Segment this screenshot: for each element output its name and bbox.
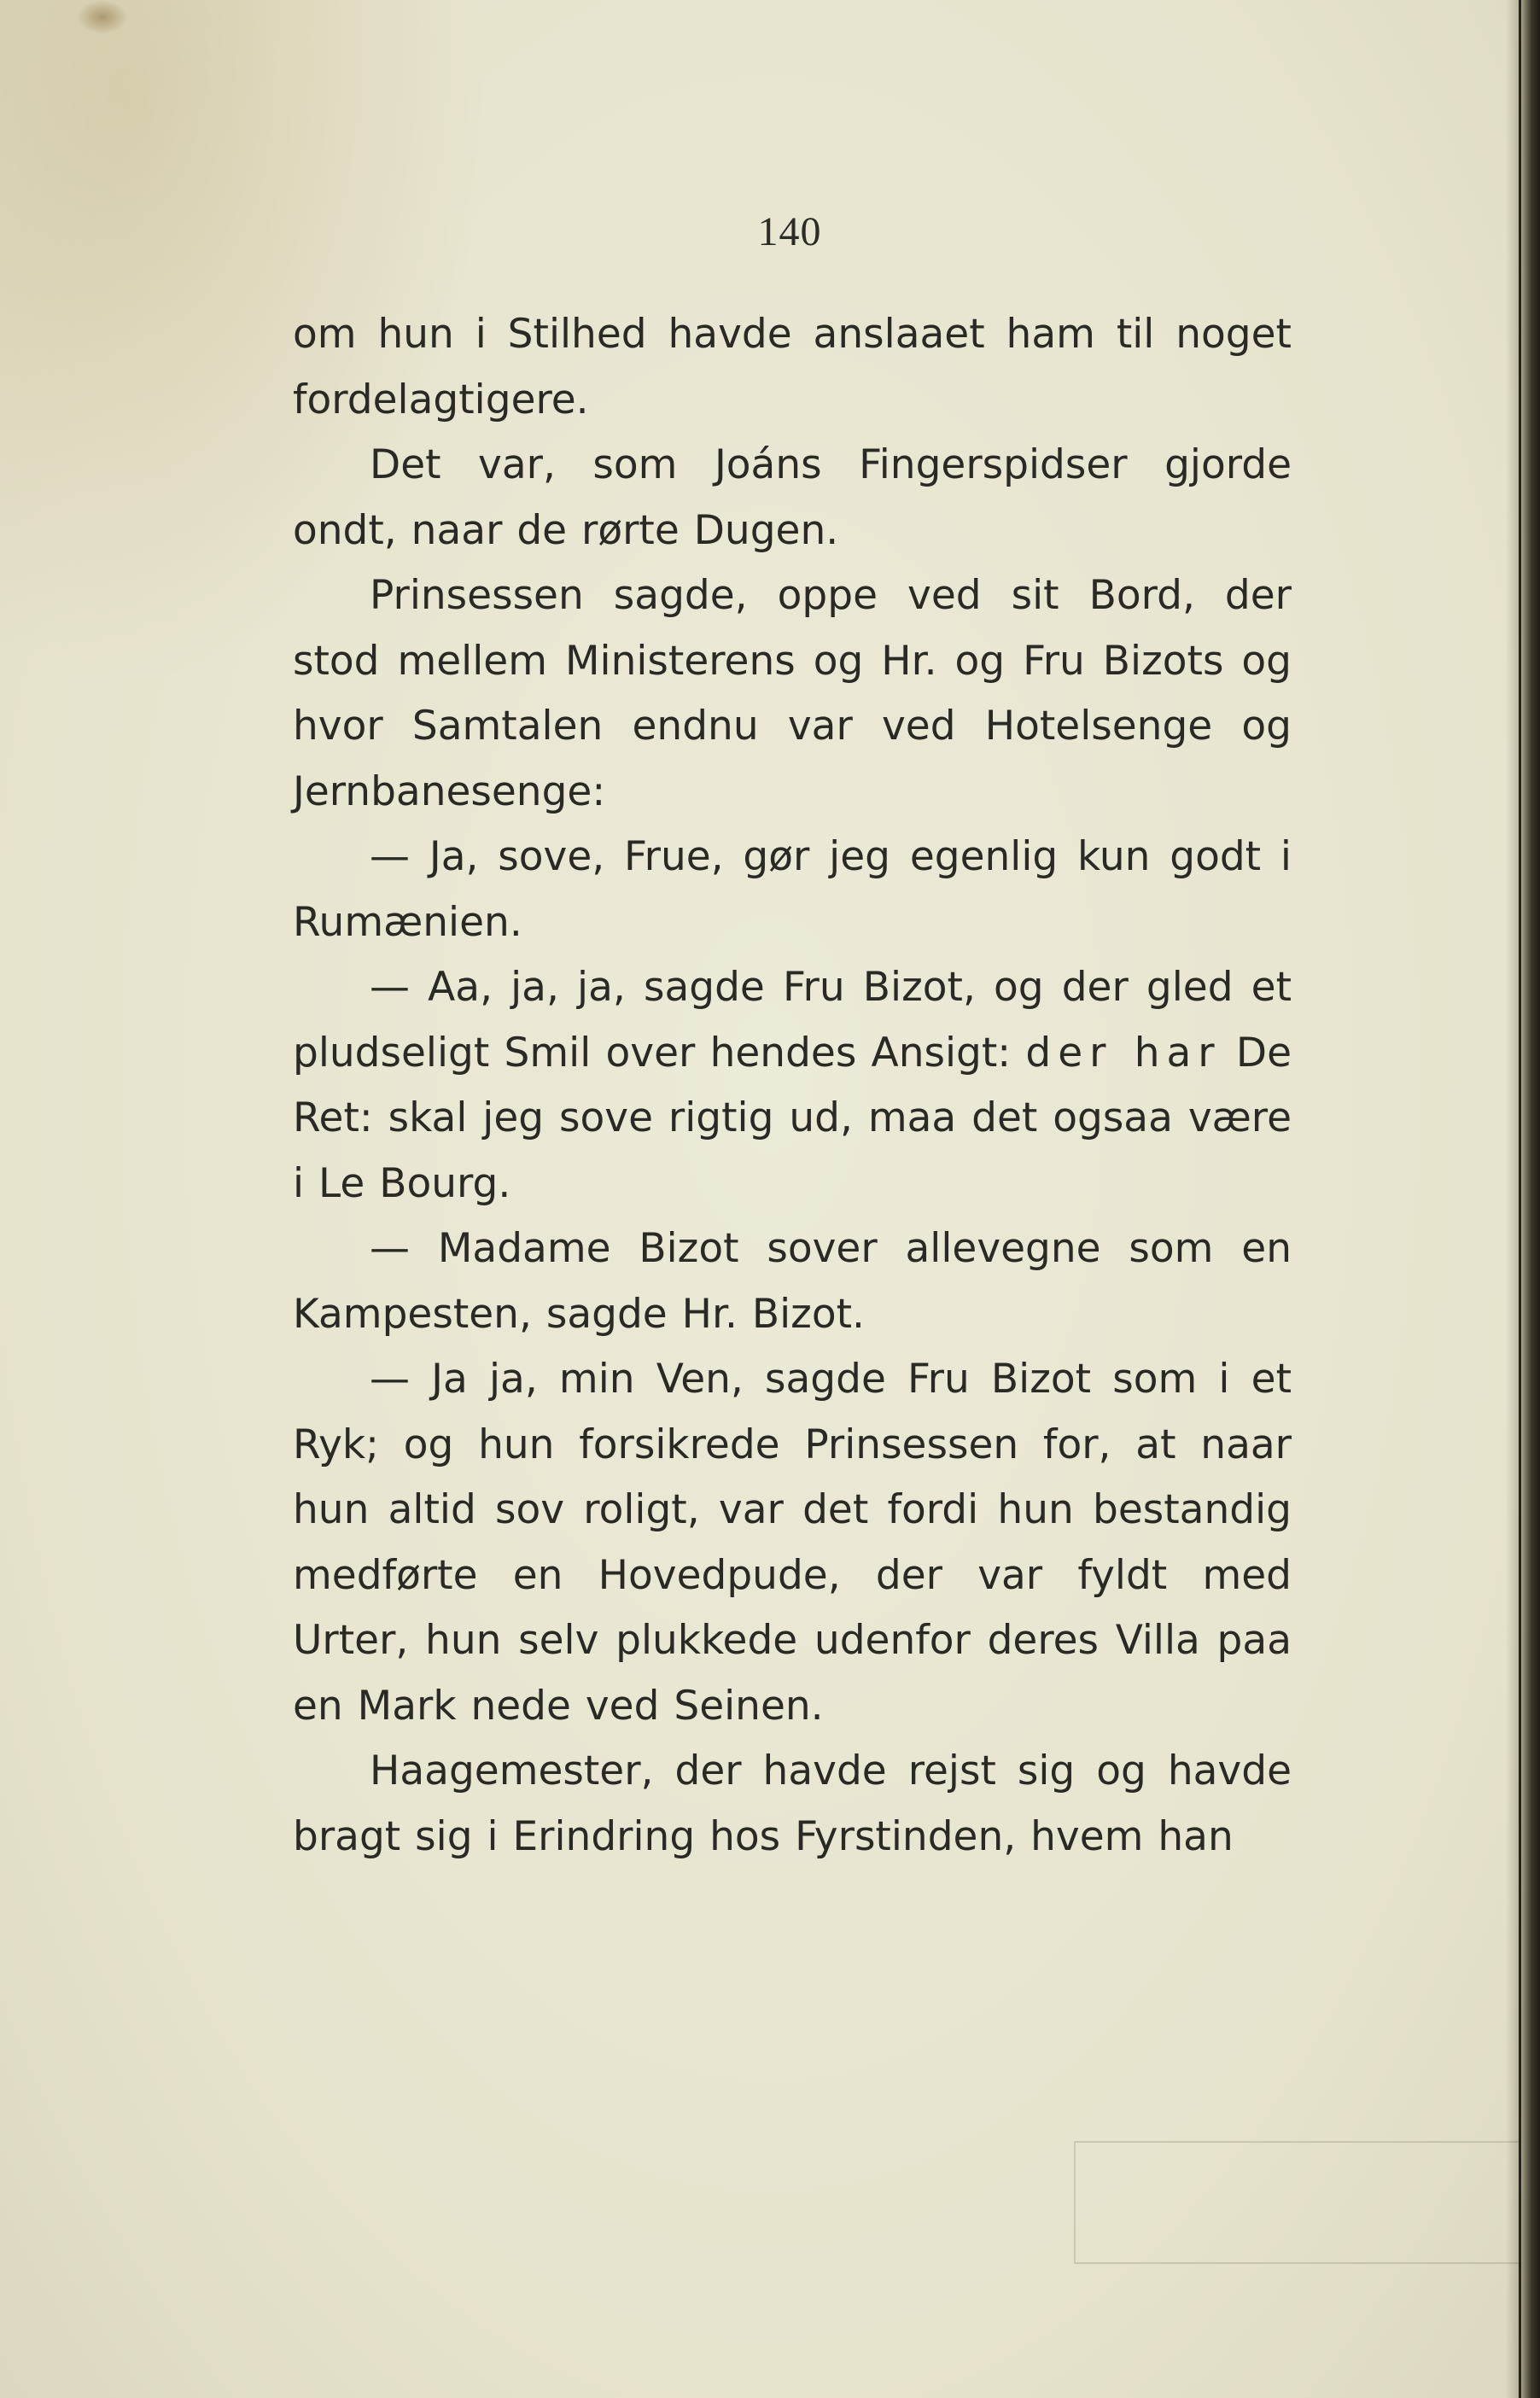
paragraph-5 bbox=[293, 955, 1292, 1217]
paragraph-4 bbox=[293, 825, 1292, 955]
binding-edge bbox=[1519, 0, 1521, 2398]
paragraph-text: — Aa, ja, ja, sagde Fru Bizot, og der gled et pludseligt Smil over hendes Ansigt: bbox=[293, 964, 1292, 1076]
paragraph-text: Det var, som Joáns Fingerspidser gjorde ondt, naar de rørte Dugen. bbox=[293, 441, 1292, 554]
body-text bbox=[293, 302, 1292, 1870]
corner-stain bbox=[77, 0, 128, 34]
spaced-emphasis-text: der har bbox=[1025, 1029, 1222, 1076]
paragraph-text: Prinsessen sagde, oppe ved sit Bord, der stod mellem Ministerens og Hr. og Fru Bizots og hvor Samtalen endnu var ved Hotelsenge og Jernbanesenge: bbox=[293, 572, 1292, 815]
paragraph-1 bbox=[293, 302, 1292, 433]
paragraph-text: — Ja, sove, Frue, gør jeg egenlig kun godt i Rumænien. bbox=[293, 833, 1292, 946]
paragraph-7 bbox=[293, 1347, 1292, 1739]
paragraph-text: Haagemester, der havde rejst sig og havde bragt sig i Erindring hos Fyrstinden, hvem han bbox=[293, 1747, 1292, 1860]
paragraph-text: om hun i Stilhed havde anslaaet ham til noget fordelagtigere. bbox=[293, 311, 1292, 423]
paragraph-6 bbox=[293, 1217, 1292, 1347]
paragraph-8 bbox=[293, 1739, 1292, 1870]
show-through-box bbox=[1074, 2141, 1520, 2264]
paragraph-text: — Ja ja, min Ven, sagde Fru Bizot som i et Ryk; og hun forsikrede Prinsessen for, at naar hun altid sov roligt, var det fordi hun bestandig medførte en Hovedpude, der var fyldt med Urter, hun selv plukkede udenfor deres Villa paa en Mark nede ved Seinen. bbox=[293, 1356, 1292, 1730]
paragraph-3 bbox=[293, 563, 1292, 825]
paragraph-2 bbox=[293, 433, 1292, 563]
binding-shadow bbox=[1506, 0, 1540, 2398]
page-number: 140 bbox=[757, 209, 822, 254]
paragraph-text: — Madame Bizot sover allevegne som en Kampesten, sagde Hr. Bizot. bbox=[293, 1225, 1292, 1338]
paragraph-text: De Ret: skal jeg sove rigtig ud, maa det ogsaa være i Le Bourg. bbox=[293, 1029, 1292, 1207]
